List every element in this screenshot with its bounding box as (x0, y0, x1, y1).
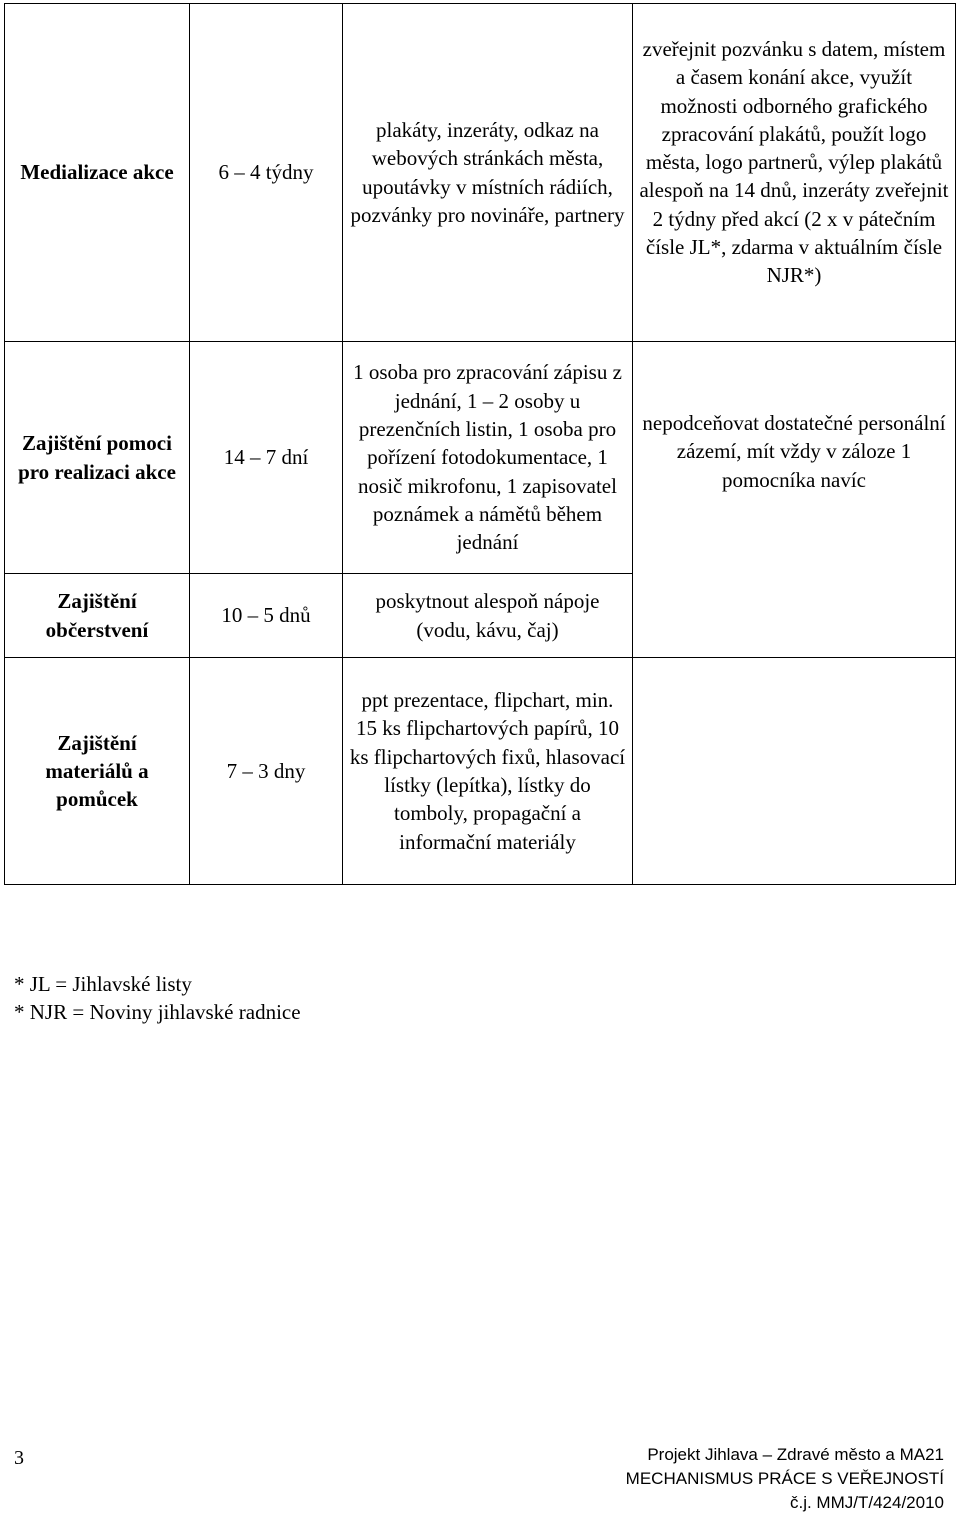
content-cell: ppt prezentace, flipchart, min. 15 ks flipchartových papírů, 10 ks flipchartových fixů, hlasovací lístky (lepítka), lístky do tomboly, propagační a informační materiály (343, 658, 633, 885)
footnote-jl: * JL = Jihlavské listy (14, 972, 192, 996)
content-cell: poskytnout alespoň nápoje (vodu, kávu, čaj) (343, 574, 633, 658)
table-row (5, 4, 956, 342)
time-cell: 14 – 7 dní (190, 342, 343, 574)
footnotes (14, 970, 301, 1027)
activity-cell: Medializace akce (5, 4, 190, 342)
page-number: 3 (14, 1447, 24, 1469)
reference-number: č.j. MMJ/T/424/2010 (789, 1493, 944, 1512)
notes-cell: zveřejnit pozvánku s datem, místem a časem konání akce, využít možnosti odborného grafického zpracování plakátů, použít logo města, logo partnerů, výlep plakátů alespoň na 14 dnů, inzeráty zveřejnit 2 týdny před akcí (2 x v pátečním čísle JL*, zdarma v aktuálním čísle NJR*) (633, 4, 956, 342)
content-cell: plakáty, inzeráty, odkaz na webových stránkách města, upoutávky v místních rádiích, pozvánky pro novináře, partnery (343, 4, 633, 342)
table-row (5, 658, 956, 885)
project-name: Projekt Jihlava – Zdravé město a MA21 (647, 1445, 944, 1464)
notes-cell (633, 658, 956, 885)
time-cell: 6 – 4 týdny (190, 4, 343, 342)
activity-cell: Zajištění materiálů a pomůcek (5, 658, 190, 885)
table-row (5, 342, 956, 574)
activity-cell: Zajištění občerstvení (5, 574, 190, 658)
activity-cell: Zajištění pomoci pro realizaci akce (5, 342, 190, 574)
footnote-njr: * NJR = Noviny jihlavské radnice (14, 1000, 301, 1025)
project-footer (626, 1443, 944, 1515)
content-cell: 1 osoba pro zpracování zápisu z jednání, 1 – 2 osoby u prezenčních listin, 1 osoba pro pořízení fotodokumentace, 1 nosič mikrofonu, 1 zapisovatel poznámek a námětů během jednání (343, 342, 633, 574)
notes-cell: nepodceňovat dostatečné personální zázemí, mít vždy v záloze 1 pomocníka navíc (633, 342, 956, 658)
time-cell: 10 – 5 dnů (190, 574, 343, 658)
mechanism-title: MECHANISMUS PRÁCE S VEŘEJNOSTÍ (625, 1469, 944, 1488)
time-cell: 7 – 3 dny (190, 658, 343, 885)
event-plan-table (4, 3, 956, 885)
